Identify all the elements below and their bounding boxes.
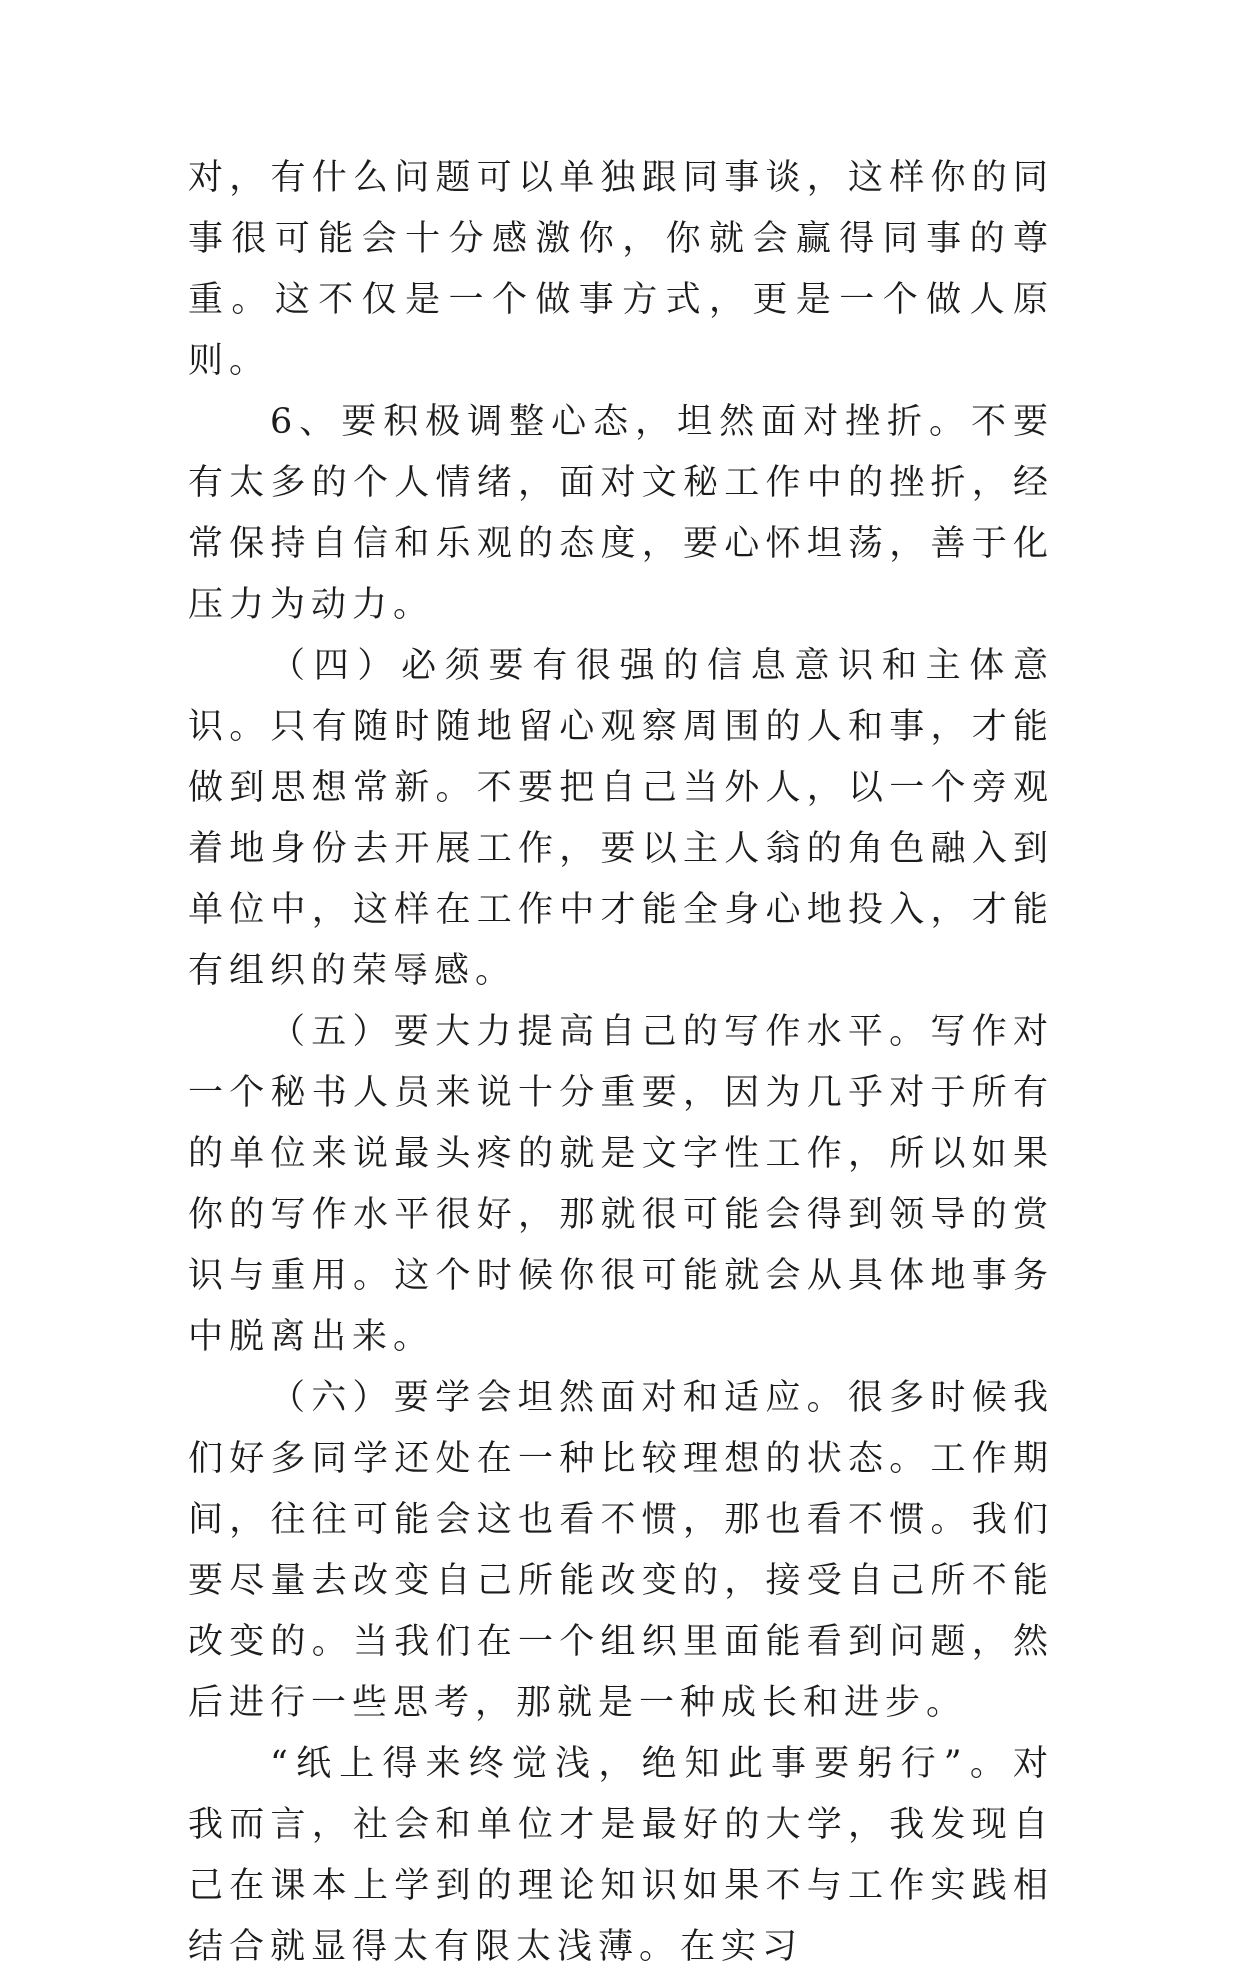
- paragraph-quote: “纸上得来终觉浅，绝知此事要躬行”。对我而言，社会和单位才是最好的大学，我发现自己在课本上学到的理论知识如果不与工作实践相结合就显得太有限太浅薄。在实习: [188, 1744, 1054, 1967]
- paragraph-item-6: 6、要积极调整心态，坦然面对挫折。不要有太多的个人情绪，面对文秘工作中的挫折，经常保持自信和乐观的态度，要心怀坦荡，善于化压力为动力。: [188, 402, 1054, 625]
- paragraph-continuation: 对，有什么问题可以单独跟同事谈，这样你的同事很可能会十分感激你，你就会赢得同事的尊重。这不仅是一个做事方式，更是一个做人原则。: [188, 158, 1054, 381]
- document-body: [188, 148, 1054, 1978]
- paragraph-section-4: （四）必须要有很强的信息意识和主体意识。只有随时随地留心观察周围的人和事，才能做到思想常新。不要把自己当外人，以一个旁观着地身份去开展工作，要以主人翁的角色融入到单位中，这样在工作中才能全身心地投入，才能有组织的荣辱感。: [188, 646, 1054, 991]
- paragraph-section-5: （五）要大力提高自己的写作水平。写作对一个秘书人员来说十分重要，因为几乎对于所有的单位来说最头疼的就是文字性工作，所以如果你的写作水平很好，那就很可能会得到领导的赏识与重用。这个时候你很可能就会从具体地事务中脱离出来。: [188, 1012, 1054, 1357]
- paragraph-section-6: （六）要学会坦然面对和适应。很多时候我们好多同学还处在一种比较理想的状态。工作期间，往往可能会这也看不惯，那也看不惯。我们要尽量去改变自己所能改变的，接受自己所不能改变的。当我们在一个组织里面能看到问题，然后进行一些思考，那就是一种成长和进步。: [188, 1378, 1054, 1723]
